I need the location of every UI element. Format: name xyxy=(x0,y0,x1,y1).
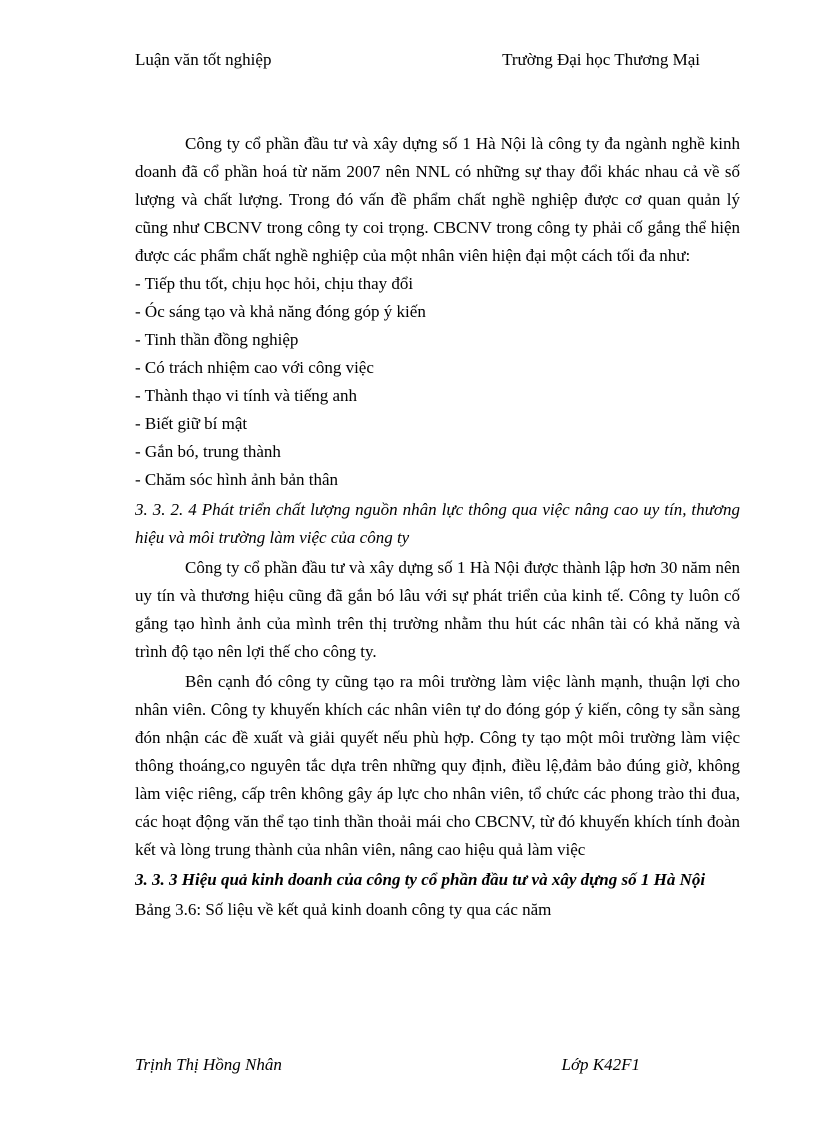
qualities-list xyxy=(135,270,740,494)
paragraph-work-environment: Bên cạnh đó công ty cũng tạo ra môi trường làm việc lành mạnh, thuận lợi cho nhân viên. Công ty khuyến khích các nhân viên tự do đóng góp ý kiến, công ty sẵn sàng đón nhận các đề xuất và giải quyết nếu phù hợp. Công ty tạo một môi trường làm việc thông thoáng,co nguyên tắc dựa trên những quy định, điều lệ,đảm bảo đúng giờ, không làm việc riêng, cấp trên không gây áp lực cho nhân viên, tổ chức các phong trào thi đua, các hoạt động văn thể tạo tinh thần thoải mái cho CBCNV, từ đó khuyến khích tính đoàn kết và lòng trung thành của nhân viên, nâng cao hiệu quả làm việc xyxy=(135,672,740,859)
paragraph-professional-qualities: Công ty cổ phần đầu tư và xây dựng số 1 Hà Nội là công ty đa ngành nghề kinh doanh đã cổ phần hoá từ năm 2007 nên NNL có những sự thay đổi khác nhau cả về số lượng và chất lượng. Trong đó vấn đề phẩm chất nghề nghiệp được cơ quan quản lý cũng như CBCNV trong công ty coi trọng. CBCNV trong công ty phải cố gắng thể hiện được các phẩm chất nghề nghiệp của một nhân viên hiện đại một cách tối đa như: xyxy=(135,134,740,265)
list-item: - Óc sáng tạo và khả năng đóng góp ý kiến xyxy=(135,302,426,321)
page-body xyxy=(135,130,740,924)
list-item: - Thành thạo vi tính và tiếng anh xyxy=(135,386,358,405)
page-footer xyxy=(135,1055,640,1075)
table-caption: Bảng 3.6: Số liệu về kết quả kinh doanh công ty qua các năm xyxy=(135,900,552,919)
list-item: - Tinh thần đồng nghiệp xyxy=(135,330,299,349)
section-heading-333: 3. 3. 3 Hiệu quả kinh doanh của công ty cổ phần đầu tư và xây dựng số 1 Hà Nội xyxy=(135,870,706,889)
list-item: - Gắn bó, trung thành xyxy=(135,442,281,461)
list-item: - Tiếp thu tốt, chịu học hỏi, chịu thay đổi xyxy=(135,274,414,293)
list-item: - Có trách nhiệm cao với công việc xyxy=(135,358,374,377)
footer-class: Lớp K42F1 xyxy=(561,1055,640,1074)
section-heading-3324: 3. 3. 2. 4 Phát triển chất lượng nguồn nhân lực thông qua việc nâng cao uy tín, thương hiệu và môi trường làm việc của công ty xyxy=(135,500,740,547)
page-header xyxy=(135,50,700,70)
footer-author: Trịnh Thị Hồng Nhân xyxy=(135,1055,282,1074)
header-thesis-label: Luận văn tốt nghiệp xyxy=(135,50,272,69)
list-item: - Biết giữ bí mật xyxy=(135,414,248,433)
header-university: Trường Đại học Thương Mại xyxy=(502,50,700,69)
list-item: - Chăm sóc hình ảnh bản thân xyxy=(135,470,339,489)
paragraph-reputation: Công ty cổ phần đầu tư và xây dựng số 1 Hà Nội được thành lập hơn 30 năm nên uy tín và thương hiệu cũng đã gắn bó lâu với sự phát triển của kinh tế. Công ty luôn cố gắng tạo hình ảnh của mình trên thị trường nhằm thu hút các nhân tài có khả năng và trình độ tạo nên lợi thế cho công ty. xyxy=(135,558,740,661)
